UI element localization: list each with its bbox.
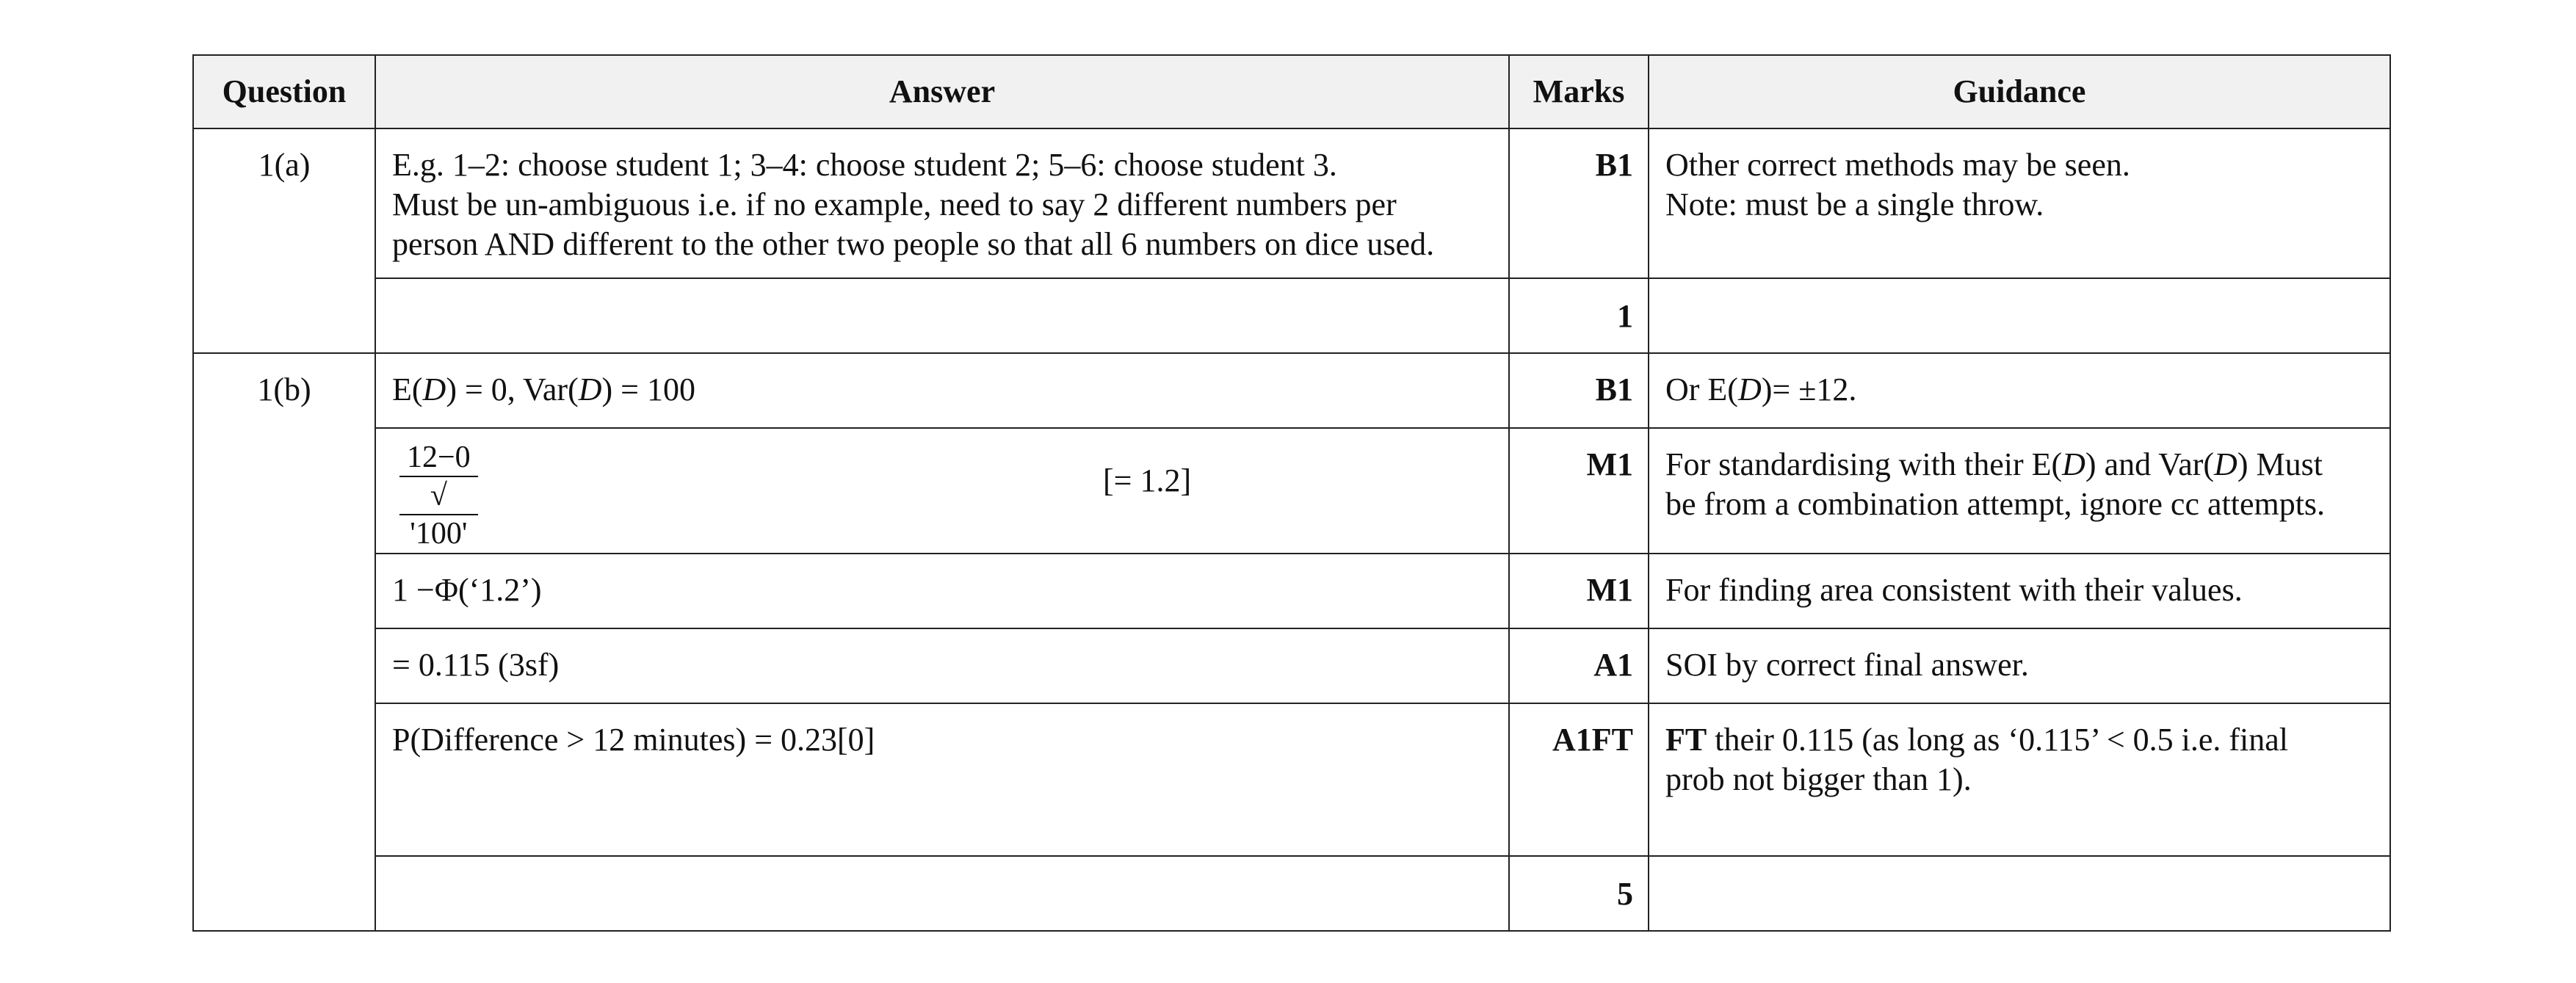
answer-cell: = 0.115 (3sf): [375, 628, 1509, 703]
guidance-line: Note: must be a single throw.: [1665, 186, 2044, 222]
mark-cell: M1: [1509, 554, 1649, 628]
header-marks: Marks: [1509, 55, 1649, 128]
table-row: [193, 703, 2390, 856]
total-marks: 1: [1509, 278, 1649, 353]
mark-scheme-table: [192, 54, 2391, 932]
header-guidance: Guidance: [1649, 55, 2390, 128]
mark-cell: M1: [1509, 428, 1649, 554]
guidance-cell-empty: [1649, 278, 2390, 353]
answer-cell: P(Difference > 12 minutes) = 0.23[0]: [375, 703, 1509, 856]
guidance-line: Or E(D)= ±12.: [1665, 371, 1857, 407]
answer-line: Must be un-ambiguous i.e. if no example, need to say 2 different numbers per: [392, 186, 1397, 222]
total-row: [193, 278, 2390, 353]
z-value-note: [= 1.2]: [1103, 463, 1192, 498]
table-row: [193, 628, 2390, 703]
mark-cell: A1: [1509, 628, 1649, 703]
expected-values: E(D) = 0, Var(D) = 100: [392, 371, 695, 407]
guidance-line: prob not bigger than 1).: [1665, 761, 1972, 797]
fraction-numerator: 12−0: [399, 439, 478, 477]
answer-cell: [375, 128, 1509, 278]
guidance-cell: [1649, 353, 2390, 428]
header-question: Question: [193, 55, 375, 128]
guidance-cell-empty: [1649, 856, 2390, 931]
guidance-cell: For finding area consistent with their values.: [1649, 554, 2390, 628]
mark-cell: A1FT: [1509, 703, 1649, 856]
answer-cell: [375, 428, 1509, 554]
fraction-denominator: [399, 477, 478, 552]
answer-line: E.g. 1–2: choose student 1; 3–4: choose student 2; 5–6: choose student 3.: [392, 147, 1337, 183]
mark-cell: B1: [1509, 128, 1649, 278]
guidance-line: For standardising with their E(D) and Var(D) Must: [1665, 446, 2323, 482]
guidance-cell: [1649, 428, 2390, 554]
table-row: [193, 428, 2390, 554]
total-marks: 5: [1509, 856, 1649, 931]
guidance-cell: [1649, 128, 2390, 278]
guidance-line: FT their 0.115 (as long as ‘0.115’ < 0.5 i.e. final: [1665, 722, 2289, 758]
radical-sign: √: [430, 479, 447, 512]
mark-cell: B1: [1509, 353, 1649, 428]
guidance-cell: [1649, 703, 2390, 856]
guidance-line: Other correct methods may be seen.: [1665, 147, 2130, 183]
guidance-cell: SOI by correct final answer.: [1649, 628, 2390, 703]
answer-cell: [375, 353, 1509, 428]
answer-cell-empty: [375, 278, 1509, 353]
table-row: [193, 128, 2390, 278]
answer-cell: 1 −Φ(‘1.2’): [375, 554, 1509, 628]
header-row: [193, 55, 2390, 128]
standardisation-fraction: [399, 439, 478, 552]
question-label: 1(b): [193, 353, 375, 931]
answer-cell-empty: [375, 856, 1509, 931]
table-row: [193, 554, 2390, 628]
answer-line: person AND different to the other two people so that all 6 numbers on dice used.: [392, 226, 1435, 262]
radicand: '100': [399, 514, 478, 552]
table-row: [193, 353, 2390, 428]
total-row: [193, 856, 2390, 931]
question-label: 1(a): [193, 128, 375, 353]
header-answer: Answer: [375, 55, 1509, 128]
guidance-line: be from a combination attempt, ignore cc attempts.: [1665, 486, 2326, 522]
